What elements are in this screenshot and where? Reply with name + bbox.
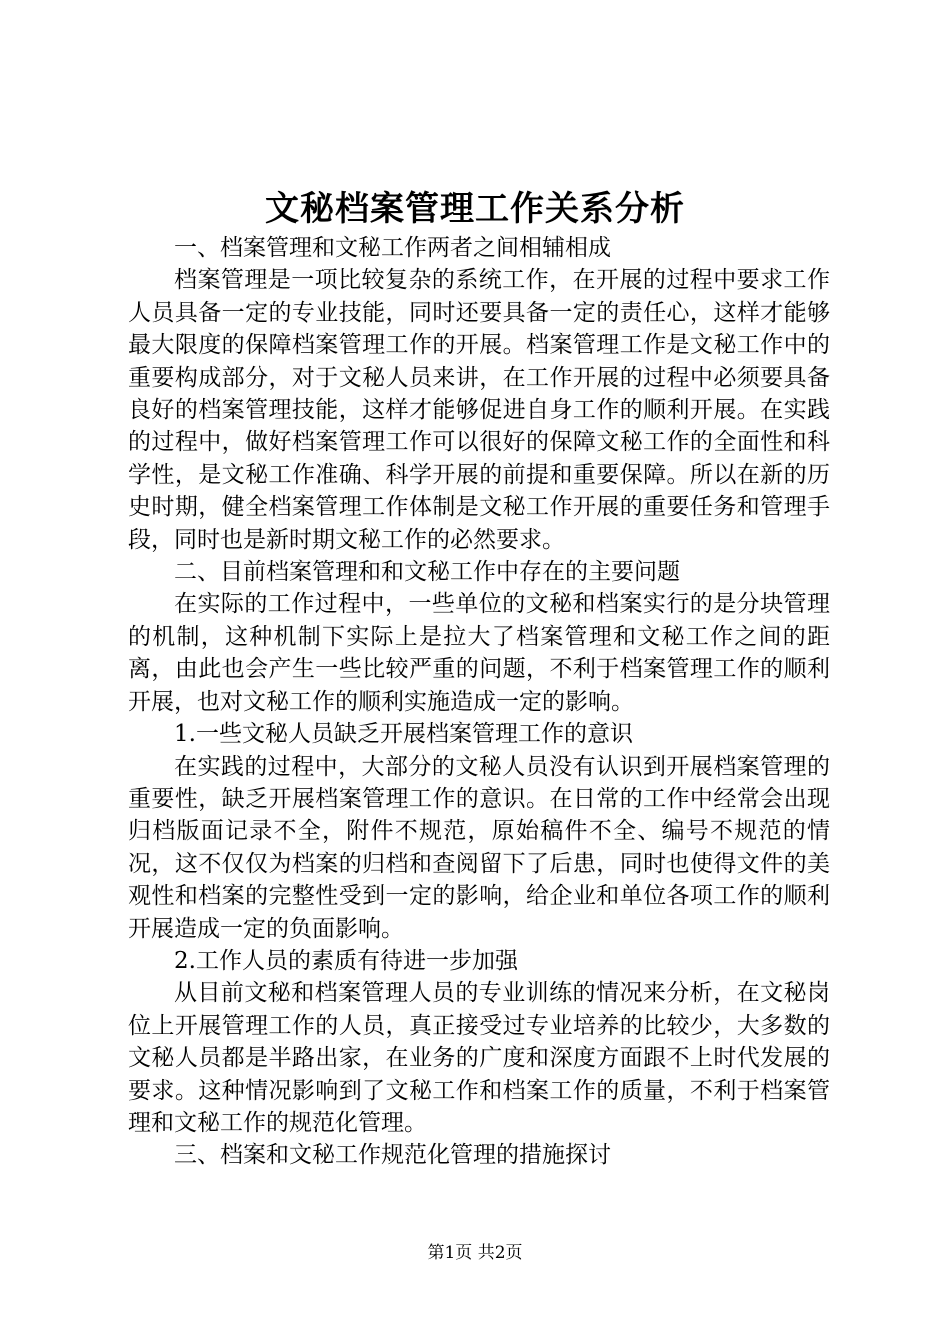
body-paragraph: 从目前文秘和档案管理人员的专业训练的情况来分析，在文秘岗位上开展管理工作的人员，真正接受过专业培养的比较少，大多数的文秘人员都是半路出家，在业务的广度和深度方面跟不上时代发展的要求。这种情况影响到了文秘工作和档案工作的质量，不利于档案管理和文秘工作的规范化管理。 bbox=[128, 980, 830, 1136]
section-heading-2: 二、目前档案管理和和文秘工作中存在的主要问题 bbox=[174, 559, 680, 586]
document-body bbox=[128, 232, 830, 1172]
body-paragraph: 在实践的过程中，大部分的文秘人员没有认识到开展档案管理的重要性，缺乏开展档案管理工作的意识。在日常的工作中经常会出现归档版面记录不全，附件不规范，原始稿件不全、编号不规范的情况，这不仅仅为档案的归档和查阅留下了后患，同时也使得文件的美观性和档案的完整性受到一定的影响，给企业和单位各项工作的顺利开展造成一定的负面影响。 bbox=[128, 753, 830, 942]
document-title: 文秘档案管理工作关系分析 bbox=[265, 189, 685, 229]
body-paragraph: 在实际的工作过程中，一些单位的文秘和档案实行的是分块管理的机制，这种机制下实际上是拉大了档案管理和文秘工作之间的距离，由此也会产生一些比较严重的问题，不利于档案管理工作的顺利开展，也对文秘工作的顺利实施造成一定的影响。 bbox=[128, 591, 830, 715]
page-indicator: 第1页 共2页 bbox=[427, 1243, 523, 1263]
subsection-heading-1: 1.一些文秘人员缺乏开展档案管理工作的意识 bbox=[174, 721, 633, 748]
subsection-heading-2: 2.工作人员的素质有待进一步加强 bbox=[174, 947, 518, 974]
body-paragraph: 档案管理是一项比较复杂的系统工作，在开展的过程中要求工作人员具备一定的专业技能，同时还要具备一定的责任心，这样才能够最大限度的保障档案管理工作的开展。档案管理工作是文秘工作中的重要构成部分，对于文秘人员来讲，在工作开展的过程中必须要具备良好的档案管理技能，这样才能够促进自身工作的顺利开展。在实践的过程中，做好档案管理工作可以很好的保障文秘工作的全面性和科学性，是文秘工作准确、科学开展的前提和重要保障。所以在新的历史时期，健全档案管理工作体制是文秘工作开展的重要任务和管理手段，同时也是新时期文秘工作的必然要求。 bbox=[128, 267, 830, 553]
section-heading-3: 三、档案和文秘工作规范化管理的措施探讨 bbox=[174, 1142, 611, 1169]
section-heading-1: 一、档案管理和文秘工作两者之间相辅相成 bbox=[174, 235, 611, 261]
